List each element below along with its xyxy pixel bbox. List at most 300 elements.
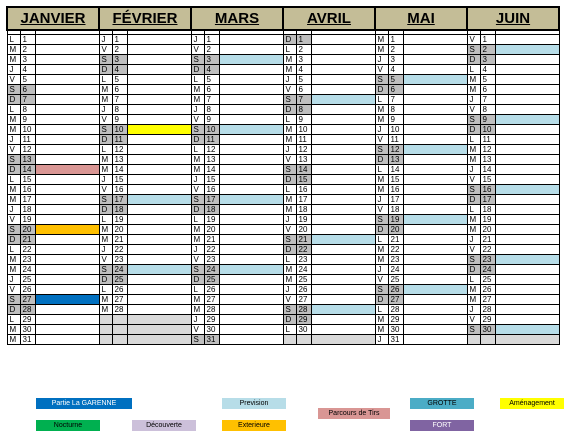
event-cell[interactable] [495,155,559,165]
weekday-cell: L [7,245,20,255]
day-number-cell: 10 [388,125,403,135]
event-cell[interactable] [219,135,283,145]
event-cell[interactable] [495,35,559,45]
event-cell[interactable] [127,105,191,115]
day-number-cell: 17 [296,195,311,205]
day-number-cell: 3 [296,55,311,65]
event-cell[interactable] [403,245,467,255]
event-cell[interactable] [403,295,467,305]
day-row [7,225,559,235]
event-cell[interactable] [127,295,191,305]
legend-item: Prevision [222,398,286,409]
event-cell[interactable] [219,75,283,85]
weekday-cell: L [375,95,388,105]
event-cell[interactable] [495,255,559,265]
event-cell[interactable] [495,265,559,275]
day-number-cell: 24 [388,265,403,275]
weekday-cell: M [283,65,296,75]
day-number-cell: 5 [204,75,219,85]
event-cell[interactable] [495,135,559,145]
weekday-cell: M [283,205,296,215]
event-cell[interactable] [219,295,283,305]
event-cell[interactable] [35,45,99,55]
event-cell[interactable] [311,215,375,225]
event-cell[interactable] [35,295,99,305]
day-number-cell: 28 [204,305,219,315]
event-cell[interactable] [127,75,191,85]
event-cell[interactable] [403,195,467,205]
event-cell[interactable] [311,235,375,245]
weekday-cell: S [7,155,20,165]
event-cell[interactable] [311,165,375,175]
event-cell[interactable] [495,325,559,335]
event-cell[interactable] [311,85,375,95]
day-number-cell: 17 [112,195,127,205]
event-cell[interactable] [127,285,191,295]
event-cell[interactable] [35,135,99,145]
event-cell[interactable] [311,145,375,155]
day-number-cell: 22 [480,245,495,255]
event-cell[interactable] [403,35,467,45]
event-cell[interactable] [403,85,467,95]
event-cell[interactable] [403,175,467,185]
event-cell[interactable] [127,95,191,105]
weekday-cell: J [191,35,204,45]
event-cell[interactable] [35,225,99,235]
day-row [7,45,559,55]
event-cell[interactable] [127,245,191,255]
day-number-cell: 21 [480,235,495,245]
day-number-cell: 24 [20,265,35,275]
event-cell[interactable] [127,225,191,235]
weekday-cell: S [99,55,112,65]
day-number-cell: 21 [112,235,127,245]
event-cell[interactable] [311,35,375,45]
event-cell[interactable] [403,55,467,65]
empty-cell [112,325,127,335]
event-cell[interactable] [495,225,559,235]
event-cell[interactable] [403,105,467,115]
event-cell[interactable] [219,325,283,335]
weekday-cell: J [99,245,112,255]
weekday-cell: M [99,305,112,315]
weekday-cell: V [7,75,20,85]
event-cell[interactable] [403,125,467,135]
weekday-cell: M [375,115,388,125]
event-cell[interactable] [311,265,375,275]
event-cell[interactable] [403,205,467,215]
day-number-cell: 16 [296,185,311,195]
event-cell[interactable] [495,295,559,305]
event-cell[interactable] [35,165,99,175]
day-number-cell: 24 [296,265,311,275]
event-cell[interactable] [403,95,467,105]
event-cell[interactable] [219,45,283,55]
event-cell[interactable] [35,275,99,285]
event-cell[interactable] [311,325,375,335]
event-cell[interactable] [219,305,283,315]
event-cell[interactable] [311,45,375,55]
event-cell[interactable] [219,145,283,155]
day-number-cell: 24 [204,265,219,275]
month-header-5: JUIN [467,7,559,30]
weekday-cell: J [283,285,296,295]
weekday-cell: M [191,165,204,175]
event-cell[interactable] [219,225,283,235]
event-cell[interactable] [403,65,467,75]
event-cell[interactable] [495,215,559,225]
event-cell[interactable] [219,315,283,325]
day-number-cell: 19 [480,215,495,225]
event-cell[interactable] [127,55,191,65]
weekday-cell: L [467,205,480,215]
event-cell[interactable] [35,235,99,245]
event-cell[interactable] [35,185,99,195]
day-number-cell: 26 [388,285,403,295]
event-cell[interactable] [403,225,467,235]
day-number-cell: 20 [296,225,311,235]
event-cell[interactable] [403,275,467,285]
event-cell[interactable] [35,335,99,345]
weekday-cell: M [375,325,388,335]
day-row [7,205,559,215]
event-cell[interactable] [127,275,191,285]
day-number-cell: 16 [204,185,219,195]
weekday-cell: M [283,135,296,145]
event-cell[interactable] [495,145,559,155]
event-cell[interactable] [403,305,467,315]
event-cell[interactable] [35,95,99,105]
day-number-cell: 23 [480,255,495,265]
event-cell[interactable] [127,135,191,145]
event-cell[interactable] [219,155,283,165]
event-cell[interactable] [35,255,99,265]
weekday-cell: M [467,155,480,165]
event-cell[interactable] [311,275,375,285]
event-cell[interactable] [311,185,375,195]
event-cell[interactable] [219,285,283,295]
day-number-cell: 15 [296,175,311,185]
weekday-cell: V [7,215,20,225]
event-cell[interactable] [403,315,467,325]
day-number-cell: 27 [480,295,495,305]
day-number-cell: 1 [112,35,127,45]
event-cell[interactable] [219,35,283,45]
weekday-cell: V [99,45,112,55]
event-cell[interactable] [495,315,559,325]
event-cell[interactable] [127,185,191,195]
day-number-cell: 29 [296,315,311,325]
event-cell[interactable] [35,245,99,255]
event-cell[interactable] [35,55,99,65]
weekday-cell: M [7,45,20,55]
event-cell[interactable] [311,65,375,75]
event-cell[interactable] [219,125,283,135]
day-number-cell: 24 [480,265,495,275]
event-cell[interactable] [495,125,559,135]
day-number-cell: 7 [112,95,127,105]
event-cell[interactable] [495,95,559,105]
event-cell[interactable] [127,165,191,175]
event-cell[interactable] [403,255,467,265]
event-cell[interactable] [35,65,99,75]
event-cell[interactable] [311,125,375,135]
weekday-cell: J [467,305,480,315]
event-cell[interactable] [311,205,375,215]
day-number-cell: 21 [296,235,311,245]
weekday-cell: M [191,305,204,315]
event-cell[interactable] [219,205,283,215]
event-cell[interactable] [127,205,191,215]
day-number-cell: 27 [112,295,127,305]
event-cell[interactable] [35,175,99,185]
day-number-cell: 30 [296,325,311,335]
event-cell[interactable] [495,65,559,75]
event-cell[interactable] [35,125,99,135]
event-cell[interactable] [403,235,467,245]
event-cell[interactable] [403,215,467,225]
weekday-cell: M [191,235,204,245]
event-cell[interactable] [311,195,375,205]
day-number-cell: 27 [204,295,219,305]
event-cell[interactable] [495,275,559,285]
day-row [7,315,559,325]
event-cell[interactable] [311,305,375,315]
month-header-1: FÉVRIER [99,7,191,30]
event-cell[interactable] [35,215,99,225]
event-cell[interactable] [495,85,559,95]
event-cell[interactable] [495,235,559,245]
event-cell[interactable] [495,45,559,55]
event-cell[interactable] [311,115,375,125]
event-cell[interactable] [495,205,559,215]
event-cell[interactable] [35,75,99,85]
event-cell[interactable] [35,325,99,335]
day-number-cell: 21 [204,235,219,245]
day-number-cell: 3 [204,55,219,65]
event-cell[interactable] [219,255,283,265]
event-cell[interactable] [127,125,191,135]
event-cell[interactable] [127,65,191,75]
event-cell[interactable] [127,235,191,245]
event-cell[interactable] [495,285,559,295]
event-cell[interactable] [127,175,191,185]
event-cell[interactable] [403,135,467,145]
event-cell[interactable] [127,195,191,205]
weekday-cell: V [99,255,112,265]
event-cell[interactable] [403,335,467,345]
event-cell[interactable] [495,305,559,315]
event-cell[interactable] [219,115,283,125]
weekday-cell: S [375,215,388,225]
event-cell[interactable] [35,85,99,95]
weekday-cell: M [467,285,480,295]
weekday-cell: S [7,225,20,235]
weekday-cell: D [99,135,112,145]
event-cell[interactable] [495,195,559,205]
day-row [7,155,559,165]
month-header-3: AVRIL [283,7,375,30]
event-cell[interactable] [35,195,99,205]
event-cell[interactable] [403,115,467,125]
day-number-cell: 24 [112,265,127,275]
day-number-cell: 30 [480,325,495,335]
event-cell[interactable] [127,145,191,155]
day-number-cell: 10 [112,125,127,135]
day-row [7,35,559,45]
event-cell[interactable] [35,305,99,315]
day-row [7,95,559,105]
weekday-cell: S [191,335,204,345]
event-cell[interactable] [403,165,467,175]
event-cell[interactable] [219,55,283,65]
event-cell[interactable] [35,265,99,275]
event-cell[interactable] [311,315,375,325]
weekday-cell: L [375,235,388,245]
day-row [7,135,559,145]
weekday-cell: L [191,145,204,155]
event-cell[interactable] [219,265,283,275]
event-cell[interactable] [127,85,191,95]
weekday-cell: D [283,105,296,115]
day-number-cell: 3 [388,55,403,65]
event-cell[interactable] [127,115,191,125]
event-cell[interactable] [127,265,191,275]
event-cell[interactable] [311,95,375,105]
event-cell[interactable] [311,105,375,115]
event-cell[interactable] [311,245,375,255]
day-number-cell: 2 [388,45,403,55]
event-cell[interactable] [219,275,283,285]
event-cell[interactable] [219,95,283,105]
weekday-cell: V [7,285,20,295]
event-cell[interactable] [127,155,191,165]
weekday-cell: M [283,265,296,275]
empty-cell [127,335,191,345]
day-number-cell: 12 [204,145,219,155]
event-cell[interactable] [495,55,559,65]
empty-cell [112,315,127,325]
event-cell[interactable] [403,145,467,155]
event-cell[interactable] [311,225,375,235]
event-cell[interactable] [127,305,191,315]
event-cell[interactable] [403,325,467,335]
weekday-cell: M [375,245,388,255]
event-cell[interactable] [495,175,559,185]
event-cell[interactable] [219,235,283,245]
event-cell[interactable] [311,285,375,295]
event-cell[interactable] [219,335,283,345]
event-cell[interactable] [495,185,559,195]
event-cell[interactable] [495,245,559,255]
weekday-cell: D [7,95,20,105]
day-row [7,335,559,345]
event-cell[interactable] [219,215,283,225]
weekday-cell: D [467,265,480,275]
event-cell[interactable] [219,195,283,205]
event-cell[interactable] [403,265,467,275]
event-cell[interactable] [495,105,559,115]
weekday-cell: L [7,35,20,45]
event-cell[interactable] [311,155,375,165]
event-cell[interactable] [219,165,283,175]
event-cell[interactable] [35,205,99,215]
event-cell[interactable] [35,115,99,125]
day-number-cell: 18 [480,205,495,215]
weekday-cell: M [283,55,296,65]
event-cell[interactable] [311,75,375,85]
event-cell[interactable] [311,295,375,305]
weekday-cell: M [7,265,20,275]
event-cell[interactable] [403,45,467,55]
weekday-cell: D [191,205,204,215]
event-cell[interactable] [35,155,99,165]
event-cell[interactable] [495,75,559,85]
event-cell[interactable] [127,215,191,225]
event-cell[interactable] [403,75,467,85]
event-cell[interactable] [495,115,559,125]
weekday-cell: S [99,125,112,135]
event-cell[interactable] [311,255,375,265]
event-cell[interactable] [35,145,99,155]
event-cell[interactable] [219,175,283,185]
day-number-cell: 5 [480,75,495,85]
day-number-cell: 15 [20,175,35,185]
day-number-cell: 13 [388,155,403,165]
event-cell[interactable] [35,105,99,115]
event-cell[interactable] [127,255,191,265]
event-cell[interactable] [219,85,283,95]
weekday-cell: L [7,105,20,115]
event-cell[interactable] [403,185,467,195]
event-cell[interactable] [127,45,191,55]
event-cell[interactable] [311,55,375,65]
weekday-cell: S [467,185,480,195]
day-number-cell: 27 [388,295,403,305]
legend-item: GROTTE [410,398,474,409]
weekday-cell: D [7,165,20,175]
empty-cell [480,335,495,345]
day-number-cell: 15 [204,175,219,185]
event-cell[interactable] [219,245,283,255]
weekday-cell: L [283,45,296,55]
event-cell[interactable] [35,285,99,295]
weekday-cell: S [99,195,112,205]
weekday-cell: M [191,85,204,95]
empty-cell [99,335,112,345]
day-number-cell: 31 [388,335,403,345]
day-row [7,265,559,275]
day-number-cell: 13 [296,155,311,165]
event-cell[interactable] [219,65,283,75]
event-cell[interactable] [35,35,99,45]
event-cell[interactable] [127,35,191,45]
weekday-cell: J [191,315,204,325]
event-cell[interactable] [219,105,283,115]
day-number-cell: 15 [480,175,495,185]
legend-item: Aménagement [500,398,564,409]
event-cell[interactable] [219,185,283,195]
event-cell[interactable] [403,155,467,165]
day-number-cell: 3 [112,55,127,65]
day-number-cell: 28 [20,305,35,315]
event-cell[interactable] [495,165,559,175]
event-cell[interactable] [311,135,375,145]
event-cell[interactable] [35,315,99,325]
event-cell[interactable] [403,285,467,295]
day-number-cell: 5 [388,75,403,85]
event-cell[interactable] [311,175,375,185]
